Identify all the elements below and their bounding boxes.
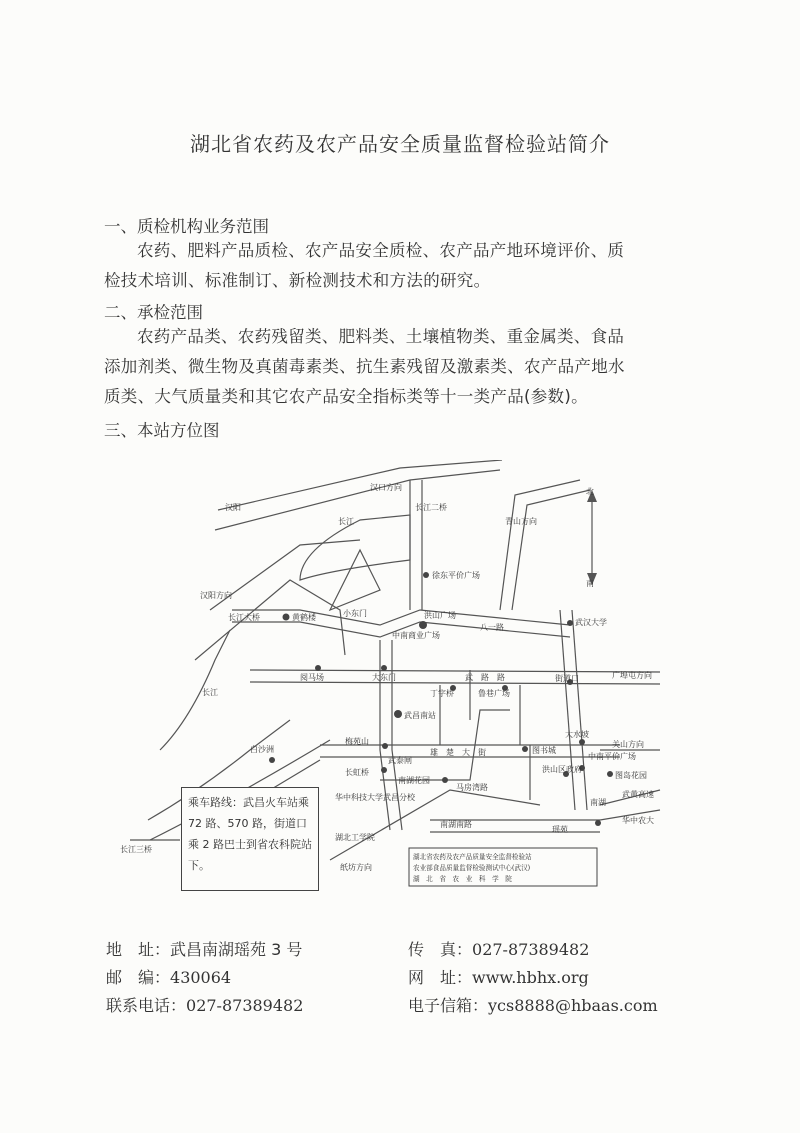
- map-label: 黄鹤楼: [292, 613, 316, 622]
- section-body-range: [104, 322, 704, 412]
- web-row: [408, 965, 589, 988]
- scope-line-2: 检技术培训、标准制订、新检测技术和方法的研究。: [104, 271, 491, 290]
- map-label: 徐东平价广场: [432, 571, 480, 580]
- email-label: 电子信箱：: [408, 996, 489, 1015]
- map-label: 南湖花园: [398, 776, 430, 785]
- map-label: 北: [586, 487, 594, 496]
- section-heading-map: 三、本站方位图: [104, 421, 220, 440]
- map-svg: [0, 460, 800, 890]
- map-label: 图岛花园: [615, 771, 647, 780]
- web-value: www.hbhx.org: [472, 968, 589, 987]
- map-label: 丁字桥: [430, 689, 454, 698]
- map-label: 武昌南站: [404, 711, 436, 720]
- map-label: 纸坊方向: [340, 863, 372, 872]
- map-label: 广埠屯方向: [612, 671, 652, 680]
- map-label: 湖北工学院: [335, 833, 375, 842]
- map-label: 南湖南路: [440, 820, 472, 829]
- map-label: 汉口方向: [370, 483, 402, 492]
- zip-row: [106, 965, 231, 988]
- map-label: 中南平价广场: [588, 752, 636, 761]
- section-body-scope: [104, 236, 704, 296]
- zip-value: 430064: [170, 968, 232, 987]
- address-label: 地 址：: [106, 940, 171, 959]
- map-label: 图书城: [532, 746, 556, 755]
- map-label: 长江: [338, 517, 354, 526]
- range-line-2: 添加剂类、微生物及真菌毒素类、抗生素残留及激素类、农产品产地水: [104, 357, 625, 376]
- scope-line-1: 农药、肥料产品质检、农产品安全质检、农产品产地环境评价、质: [137, 241, 625, 260]
- map-label: 八一路: [480, 623, 504, 632]
- fax-row: [408, 937, 589, 960]
- map-label: 武 路 路: [465, 673, 505, 682]
- map-label: 南: [586, 579, 594, 588]
- map-label: 武泰闸: [388, 756, 412, 765]
- map-label: 武汉大学: [575, 618, 607, 627]
- map-label: 阅马场: [300, 673, 324, 682]
- map-label: 瑶苑: [552, 825, 568, 834]
- location-map: [0, 460, 800, 890]
- bus-route-box: 乘车路线：武昌火车站乘 72 路、570 路，街道口乘 2 路巴士到省农科院站下。: [181, 787, 319, 891]
- range-line-1: 农药产品类、农药残留类、肥料类、土壤植物类、重金属类、食品: [137, 327, 625, 346]
- map-label: 白沙洲: [250, 745, 274, 754]
- map-label: 梅苑山: [345, 737, 369, 746]
- zip-label: 邮 编：: [106, 968, 171, 987]
- map-label: 长江三桥: [120, 845, 152, 854]
- map-label: 关山方向: [612, 740, 644, 749]
- map-label: 南湖: [590, 798, 606, 807]
- map-label: 小东门: [343, 609, 367, 618]
- station-label-3: 湖 北 省 农 业 科 学 院: [413, 875, 512, 883]
- map-label: 大水坡: [565, 730, 589, 739]
- station-label-1: 湖北省农药及农产品质量安全监督检验站: [413, 853, 532, 861]
- map-label: 汉阳方向: [200, 591, 232, 600]
- map-label: 汉阳: [225, 503, 241, 512]
- range-line-3: 质类、大气质量类和其它农产品安全指标类等十一类产品(参数)。: [104, 387, 588, 406]
- map-label: 华中农大: [622, 816, 654, 825]
- phone-value: 027-87389482: [186, 996, 304, 1015]
- map-label: 马房湾路: [456, 783, 488, 792]
- map-label: 雄 楚 大 街: [430, 748, 486, 757]
- address-value: 武昌南湖瑶苑 3 号: [170, 940, 303, 959]
- map-label: 长江二桥: [415, 503, 447, 512]
- map-label: 洪山区政府: [542, 765, 582, 774]
- map-label: 大东门: [372, 673, 396, 682]
- phone-label: 联系电话：: [106, 996, 187, 1015]
- map-label: 长虹桥: [345, 768, 369, 777]
- fax-label: 传 真：: [408, 940, 473, 959]
- map-label: 长江大桥: [228, 613, 260, 622]
- fax-value: 027-87389482: [472, 940, 590, 959]
- map-label: 青山方向: [505, 517, 537, 526]
- phone-row: [106, 993, 303, 1016]
- map-label: 武黄高速: [622, 790, 654, 799]
- map-label: 洪山广场: [424, 611, 456, 620]
- station-label-2: 农业部食品质量监督检验测试中心(武汉): [413, 864, 531, 872]
- map-label: 鲁巷广场: [478, 689, 510, 698]
- map-label: 街道口: [555, 674, 579, 683]
- page-title: 湖北省农药及农产品安全质量监督检验站简介: [190, 132, 610, 156]
- web-label: 网 址：: [408, 968, 473, 987]
- section-heading-scope: 一、质检机构业务范围: [104, 217, 269, 236]
- address-row: [106, 937, 302, 960]
- section-heading-range: 二、承检范围: [104, 303, 203, 322]
- map-label: 华中科技大学武昌分校: [335, 793, 415, 802]
- email-value: ycs8888@hbaas.com: [488, 996, 658, 1015]
- email-row: [408, 993, 658, 1016]
- map-label: 长江: [202, 688, 218, 697]
- map-label: 中南商业广场: [392, 631, 440, 640]
